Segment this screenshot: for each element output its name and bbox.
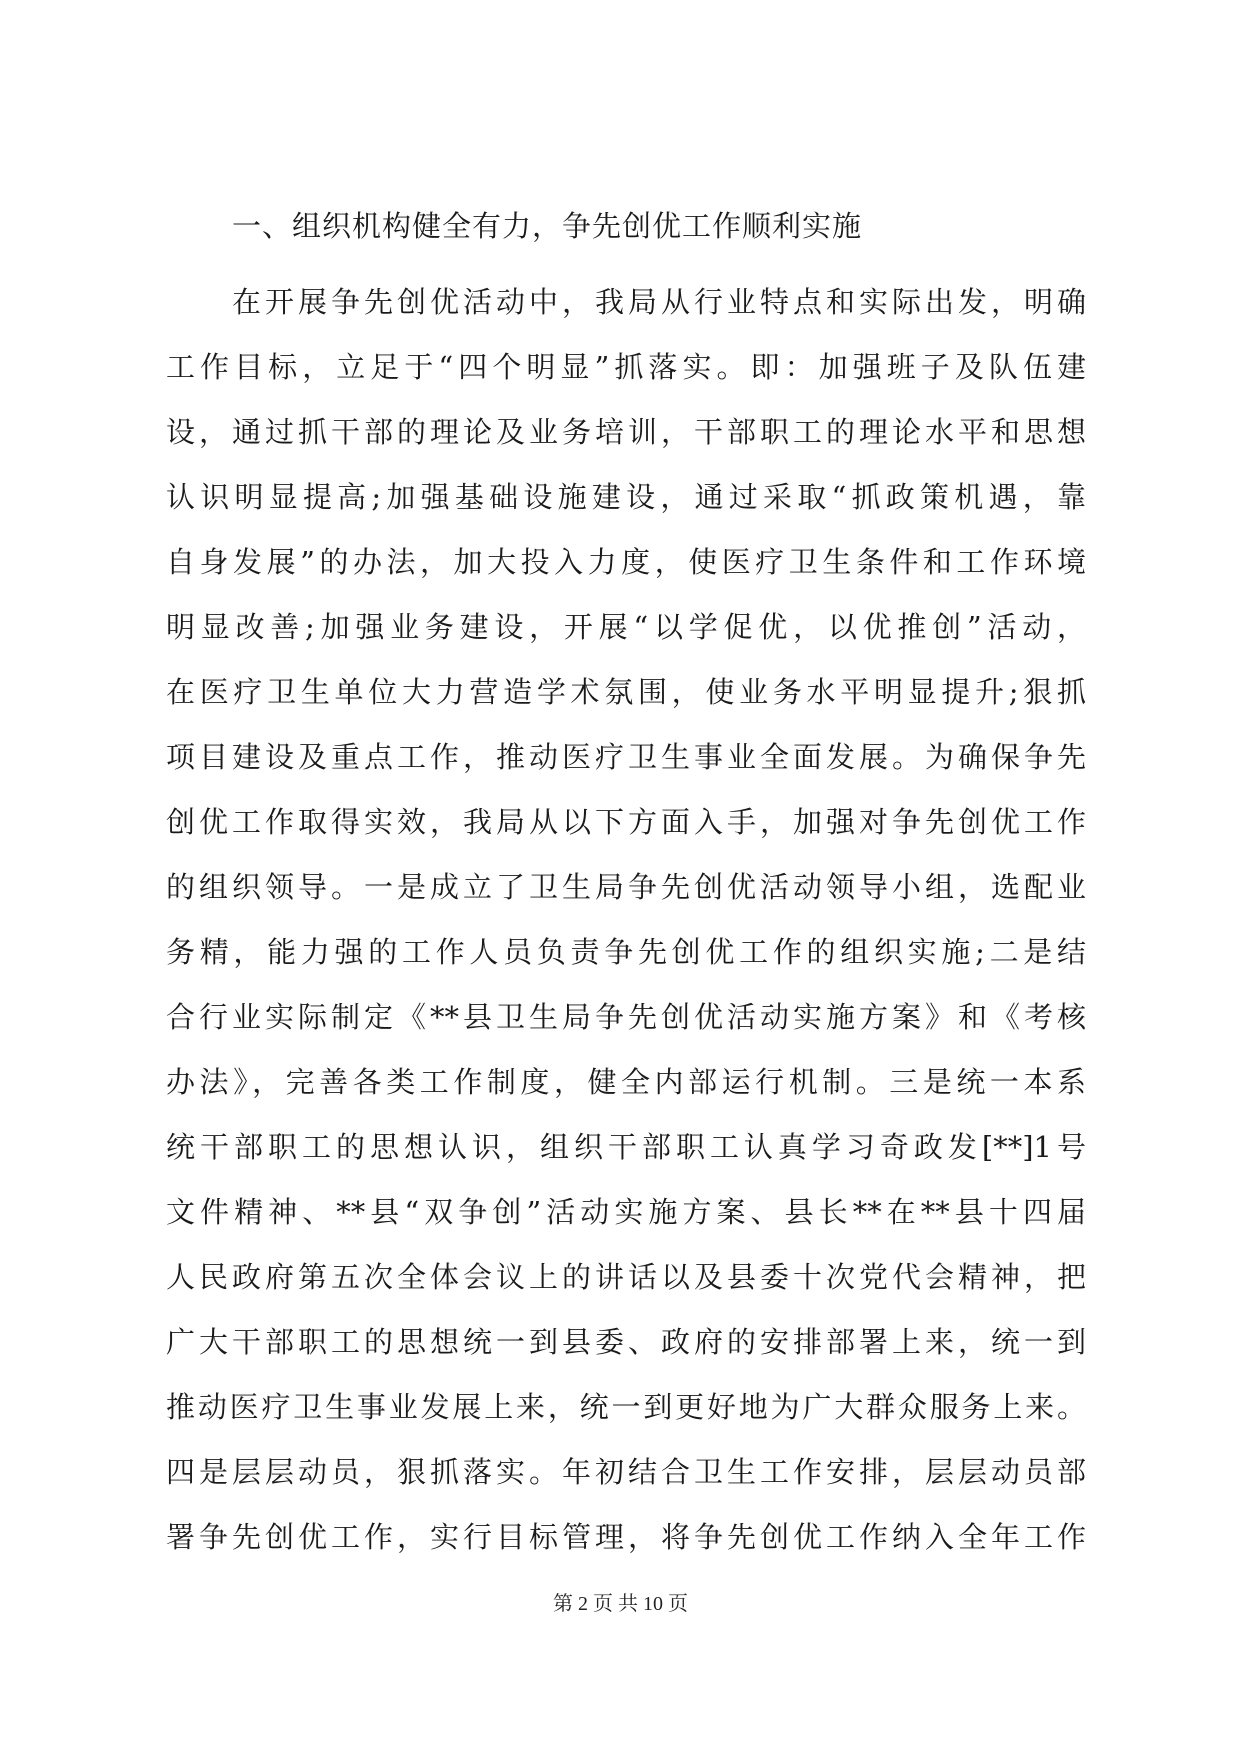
paragraph-line: 署争先创优工作，实行目标管理，将争先创优工作纳入全年工作 [166, 1520, 1086, 1554]
section-heading: 一、组织机构健全有力，争先创优工作顺利实施 [232, 209, 863, 243]
paragraph-line: 明显改善;加强业务建设，开展“以学促优，以优推创”活动， [166, 610, 1086, 644]
paragraph-line: 在开展争先创优活动中，我局从行业特点和实际出发，明确 [232, 285, 1086, 319]
paragraph-line: 务精，能力强的工作人员负责争先创优工作的组织实施;二是结 [166, 935, 1086, 969]
paragraph-line: 人民政府第五次全体会议上的讲话以及县委十次党代会精神，把 [166, 1260, 1086, 1294]
paragraph-line: 办法》，完善各类工作制度，健全内部运行机制。三是统一本系 [166, 1065, 1086, 1099]
paragraph-line: 自身发展”的办法，加大投入力度，使医疗卫生条件和工作环境 [166, 545, 1086, 579]
page-footer: 第 2 页 共 10 页 [553, 1593, 688, 1615]
paragraph-line: 工作目标，立足于“四个明显”抓落实。即：加强班子及队伍建 [166, 350, 1086, 384]
paragraph-line: 设，通过抓干部的理论及业务培训，干部职工的理论水平和思想 [166, 415, 1086, 449]
paragraph-line: 广大干部职工的思想统一到县委、政府的安排部署上来，统一到 [166, 1325, 1086, 1359]
paragraph-line: 文件精神、**县“双争创”活动实施方案、县长**在**县十四届 [166, 1195, 1086, 1229]
paragraph-line: 的组织领导。一是成立了卫生局争先创优活动领导小组，选配业 [166, 870, 1086, 904]
paragraph-line: 四是层层动员，狠抓落实。年初结合卫生工作安排，层层动员部 [166, 1455, 1086, 1489]
paragraph [166, 270, 1086, 1570]
paragraph-line: 认识明显提高;加强基础设施建设，通过采取“抓政策机遇，靠 [166, 480, 1086, 514]
paragraph-line: 在医疗卫生单位大力营造学术氛围，使业务水平明显提升;狠抓 [166, 675, 1086, 709]
paragraph-line: 统干部职工的思想认识，组织干部职工认真学习奇政发[**]1号 [166, 1130, 1086, 1164]
paragraph-line: 创优工作取得实效，我局从以下方面入手，加强对争先创优工作 [166, 805, 1086, 839]
paragraph-line: 合行业实际制定《**县卫生局争先创优活动实施方案》和《考核 [166, 1000, 1086, 1034]
paragraph-line: 推动医疗卫生事业发展上来，统一到更好地为广大群众服务上来。 [166, 1390, 1086, 1424]
paragraph-line: 项目建设及重点工作，推动医疗卫生事业全面发展。为确保争先 [166, 740, 1086, 774]
